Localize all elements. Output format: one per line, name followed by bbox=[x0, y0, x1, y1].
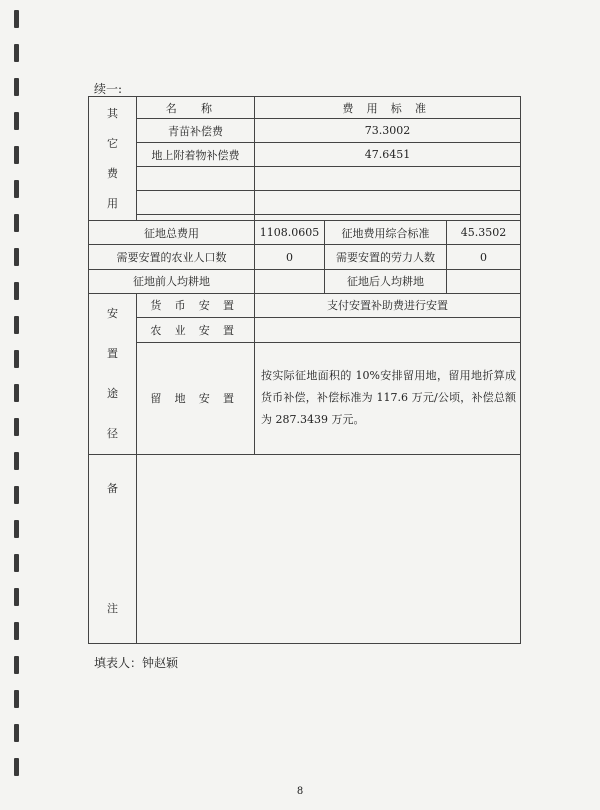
after-per-capita-value bbox=[447, 269, 521, 293]
resettlement-type-label: 留地安置 bbox=[137, 342, 255, 455]
total-cost-label: 征地总费用 bbox=[89, 221, 255, 245]
cost-value-cell: 73.3002 bbox=[255, 119, 521, 143]
cost-value-cell: 47.6451 bbox=[255, 143, 521, 167]
resettlement-type-label: 货币安置 bbox=[137, 293, 255, 318]
resettlement-description bbox=[255, 318, 521, 343]
cost-name-cell: 青苗补偿费 bbox=[137, 119, 255, 143]
binding-holes bbox=[0, 0, 28, 810]
resettlement-description: 支付安置补助费进行安置 bbox=[255, 293, 521, 318]
before-per-capita-value bbox=[255, 269, 325, 293]
continued-label: 续一: bbox=[94, 82, 123, 96]
labor-force-value: 0 bbox=[447, 245, 521, 269]
labor-force-label: 需要安置的劳力人数 bbox=[325, 245, 447, 269]
agri-population-value: 0 bbox=[255, 245, 325, 269]
filler-signature: 填表人：钟赵颖 bbox=[94, 656, 179, 670]
remarks-section-label: 备 注 bbox=[89, 455, 137, 644]
cost-name-cell bbox=[137, 167, 255, 191]
combined-standard-label: 征地费用综合标准 bbox=[325, 221, 447, 245]
combined-standard-value: 45.3502 bbox=[447, 221, 521, 245]
after-per-capita-label: 征地后人均耕地 bbox=[325, 269, 447, 293]
resettlement-section-label: 安 置 途 径 bbox=[89, 293, 137, 455]
header-name: 名称 bbox=[137, 97, 255, 119]
agri-population-label: 需要安置的农业人口数 bbox=[89, 245, 255, 269]
other-costs-section-label: 其 它 费 用 bbox=[89, 97, 137, 221]
total-cost-value: 1108.0605 bbox=[255, 221, 325, 245]
resettlement-description: 按实际征地面积的 10%安排留用地，留用地折算成货币补偿，补偿标准为 117.6 万元/公顷，补偿总额为 287.3439 万元。 bbox=[255, 342, 521, 455]
page-number: 8 bbox=[296, 786, 304, 797]
cost-name-cell bbox=[137, 191, 255, 215]
cost-value-cell bbox=[255, 191, 521, 215]
cost-name-cell: 地上附着物补偿费 bbox=[137, 143, 255, 167]
land-acquisition-form bbox=[88, 96, 521, 644]
header-standard: 费用标准 bbox=[255, 97, 521, 119]
cost-value-cell bbox=[255, 167, 521, 191]
resettlement-type-label: 农业安置 bbox=[137, 318, 255, 343]
remarks-content bbox=[137, 455, 521, 644]
before-per-capita-label: 征地前人均耕地 bbox=[89, 269, 255, 293]
